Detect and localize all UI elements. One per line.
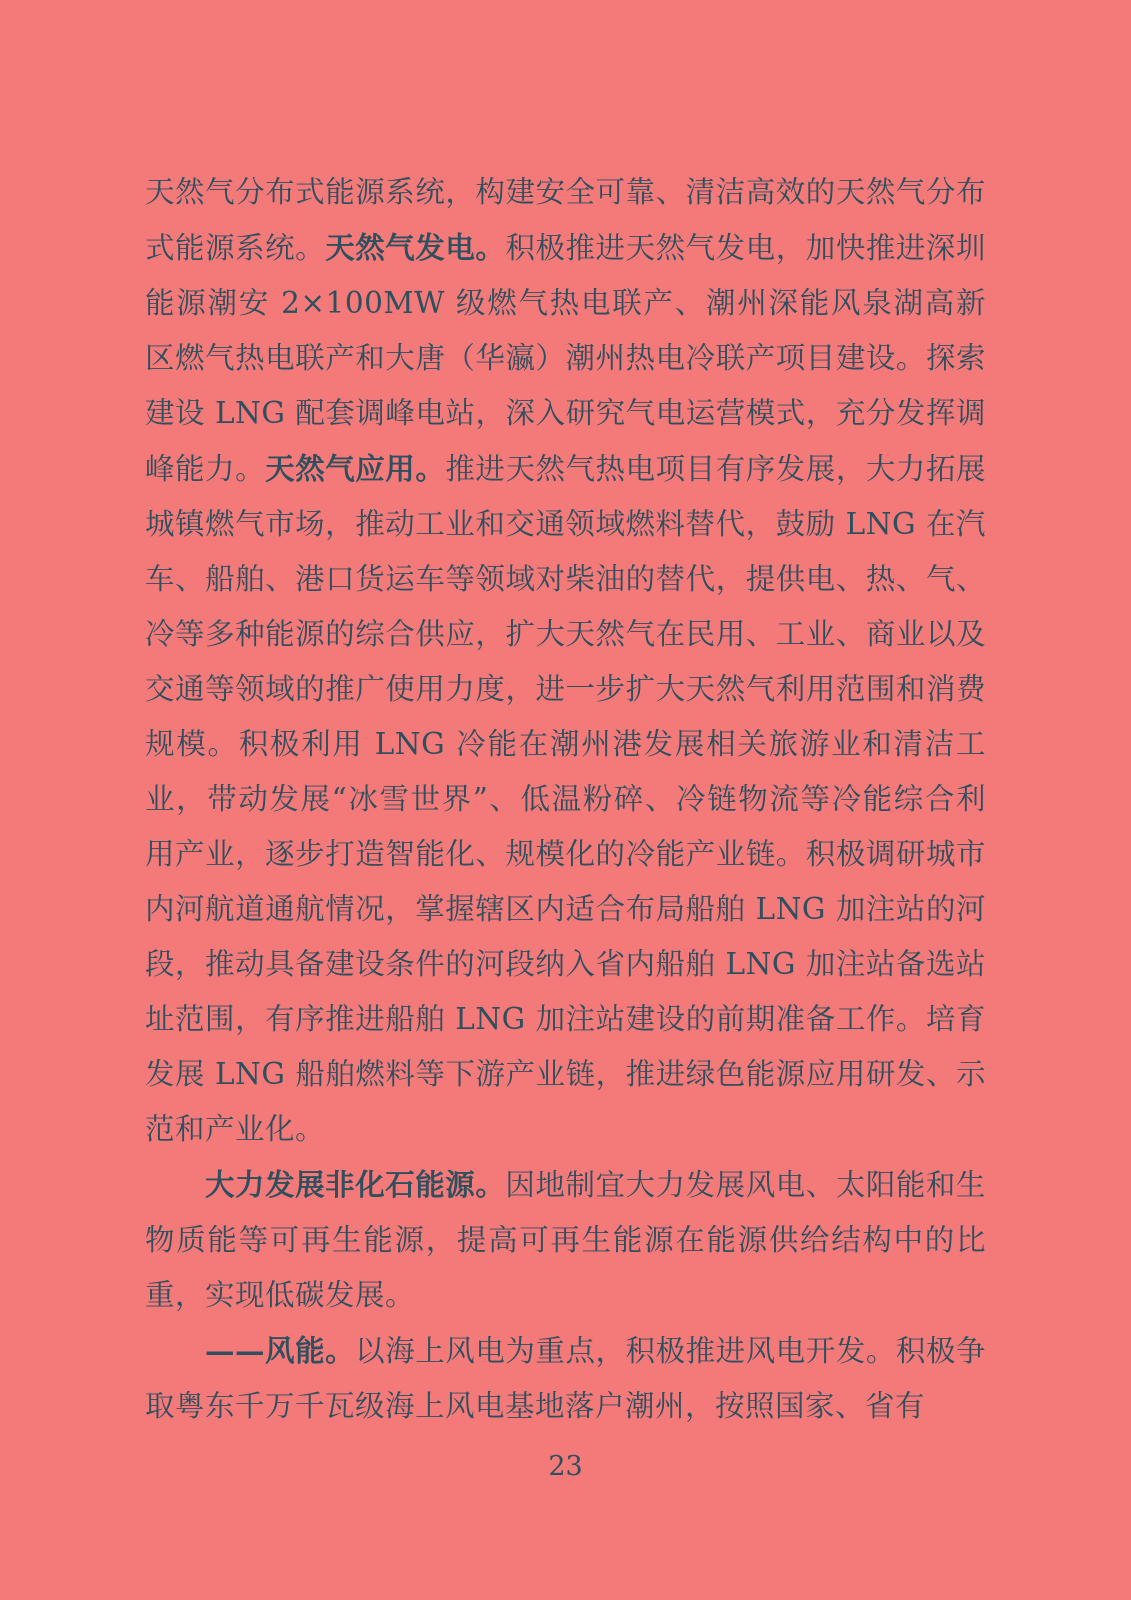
paragraph-text-run: 天然气分布式能源系统，构建安全可靠、清洁高效的天然气分布式能源系统。 <box>145 175 986 265</box>
paragraph-non-fossil-energy <box>145 1157 986 1323</box>
paragraph-heading-run: ——风能。 <box>205 1333 356 1368</box>
paragraph-text-run: 因地制宜大力发展风电、太阳能和生物质能等可再生能源，提高可再生能源在能源供给结构中的比重，实现低碳发展。 <box>145 1168 986 1312</box>
paragraph-heading-run: 天然气发电。 <box>325 230 506 265</box>
paragraph-heading-run: 大力发展非化石能源。 <box>205 1167 506 1202</box>
page-number: 23 <box>548 1451 583 1482</box>
paragraph-heading-run: 天然气应用。 <box>265 451 446 486</box>
paragraph-text-run: 推进天然气热电项目有序发展，大力拓展城镇燃气市场，推动工业和交通领域燃料替代，鼓励 LNG 在汽车、船舶、港口货运车等领域对柴油的替代，提供电、热、气、冷等多种能源的综合供应，扩大天然气在民用、工业、商业以及交通等领域的推广使用力度，进一步扩大天然气利用范围和消费规模。积极利用 LNG 冷能在潮州港发展相关旅游业和清洁工业，带动发展“冰雪世界”、低温粉碎、冷链物流等冷能综合利用产业，逐步打造智能化、规模化的冷能产业链。积极调研城市内河航道通航情况，掌握辖区内适合布局船舶 LNG 加注站的河段，推动具备建设条件的河段纳入省内船舶 LNG 加注站备选站址范围，有序推进船舶 LNG 加注站建设的前期准备工作。培育发展 LNG 船舶燃料等下游产业链，推进绿色能源应用研发、示范和产业化。 <box>145 452 986 1146</box>
paragraph-natural-gas <box>145 165 986 1157</box>
paragraph-wind-energy <box>145 1323 986 1434</box>
page-body <box>145 165 986 1434</box>
paragraph-text-run: 积极推进天然气发电，加快推进深圳能源潮安 2×100MW 级燃气热电联产、潮州深能风泉湖高新区燃气热电联产和大唐（华瀛）潮州热电冷联产项目建设。探索建设 LNG 配套调峰电站，深入研究气电运营模式，充分发挥调峰能力。 <box>145 231 986 486</box>
paragraph-text-run: 以海上风电为重点，积极推进风电开发。积极争取粤东千万千瓦级海上风电基地落户潮州，按照国家、省有 <box>145 1334 986 1423</box>
